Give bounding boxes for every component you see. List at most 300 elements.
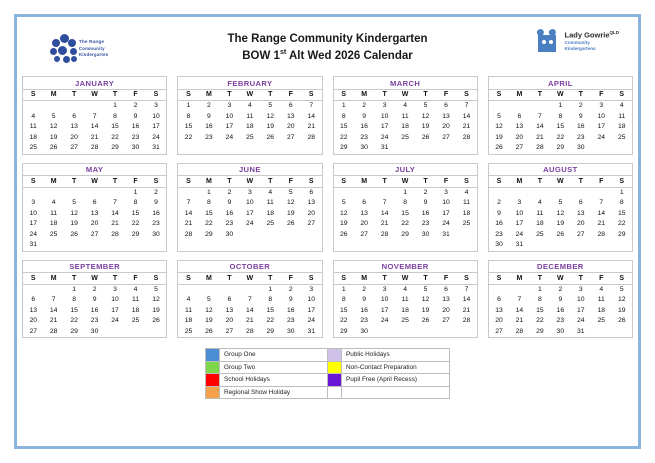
day-cell: 2 xyxy=(415,187,435,198)
weekday-header: S xyxy=(489,273,509,284)
month-table xyxy=(178,273,321,337)
weekday-header-row xyxy=(23,90,166,101)
day-cell: 16 xyxy=(84,306,104,317)
day-cell: 23 xyxy=(199,133,219,144)
day-cell: 30 xyxy=(354,327,374,338)
day-cell: 14 xyxy=(301,112,322,123)
weekday-header: F xyxy=(281,90,301,101)
day-cell: 22 xyxy=(611,219,632,230)
day-cell: 29 xyxy=(550,143,570,154)
empty-day-cell xyxy=(530,101,550,112)
day-cell: 2 xyxy=(219,187,239,198)
empty-day-cell xyxy=(23,284,43,295)
day-cell: 23 xyxy=(84,316,104,327)
legend-swatch xyxy=(328,362,342,375)
day-cell: 28 xyxy=(530,143,550,154)
day-cell: 3 xyxy=(374,284,394,295)
day-cell: 2 xyxy=(199,101,219,112)
day-cell: 17 xyxy=(219,122,239,133)
empty-day-cell xyxy=(84,187,104,198)
day-cell: 2 xyxy=(84,284,104,295)
day-cell: 23 xyxy=(146,219,167,230)
empty-day-cell xyxy=(178,187,198,198)
day-cell: 18 xyxy=(395,306,415,317)
weekday-header: W xyxy=(84,176,104,187)
weekday-header: T xyxy=(219,90,239,101)
day-cell: 13 xyxy=(84,209,104,220)
month-block xyxy=(177,163,322,252)
legend-swatch xyxy=(206,374,220,387)
day-cell: 27 xyxy=(571,230,591,241)
day-cell: 19 xyxy=(611,306,632,317)
day-cell: 16 xyxy=(354,306,374,317)
weekday-header: F xyxy=(436,176,456,187)
week-row xyxy=(178,327,321,338)
day-cell: 17 xyxy=(23,219,43,230)
day-cell: 5 xyxy=(260,101,280,112)
month-table xyxy=(178,176,321,240)
weekday-header: T xyxy=(415,90,435,101)
day-cell: 16 xyxy=(125,122,145,133)
weekday-header: S xyxy=(456,90,477,101)
legend-label: Public Holidays xyxy=(342,349,450,362)
day-cell: 25 xyxy=(456,219,477,230)
week-row xyxy=(178,316,321,327)
week-row xyxy=(178,101,321,112)
empty-day-cell xyxy=(415,327,435,338)
day-cell: 7 xyxy=(84,112,104,123)
day-cell: 26 xyxy=(550,230,570,241)
weekday-header-row xyxy=(489,176,632,187)
day-cell: 6 xyxy=(489,295,509,306)
day-cell: 22 xyxy=(199,219,219,230)
day-cell: 27 xyxy=(489,327,509,338)
gowrie-logo-name xyxy=(564,30,619,40)
month-title: JANUARY xyxy=(23,77,166,90)
day-cell: 3 xyxy=(591,101,611,112)
day-cell: 30 xyxy=(571,143,591,154)
day-cell: 13 xyxy=(219,306,239,317)
weekday-header: W xyxy=(240,90,260,101)
gowrie-name-sup: QLD xyxy=(609,30,619,36)
month-table xyxy=(489,90,632,154)
empty-day-cell xyxy=(611,240,632,251)
month-title: SEPTEMBER xyxy=(23,261,166,274)
day-cell: 16 xyxy=(146,209,167,220)
day-cell: 8 xyxy=(105,112,125,123)
day-cell: 12 xyxy=(146,295,167,306)
empty-day-cell xyxy=(43,240,63,251)
empty-day-cell xyxy=(43,187,63,198)
day-cell: 13 xyxy=(281,112,301,123)
day-cell: 30 xyxy=(84,327,104,338)
day-cell: 14 xyxy=(509,306,529,317)
day-cell: 22 xyxy=(105,133,125,144)
weekday-header: W xyxy=(84,90,104,101)
day-cell: 6 xyxy=(281,101,301,112)
day-cell: 6 xyxy=(436,284,456,295)
empty-day-cell xyxy=(260,143,280,154)
day-cell: 23 xyxy=(281,316,301,327)
day-cell: 17 xyxy=(146,122,167,133)
week-row xyxy=(334,327,477,338)
empty-day-cell xyxy=(281,230,301,241)
week-row xyxy=(334,122,477,133)
empty-day-cell xyxy=(240,230,260,241)
week-row xyxy=(334,316,477,327)
day-cell: 24 xyxy=(146,133,167,144)
empty-day-cell xyxy=(611,327,632,338)
day-cell: 19 xyxy=(43,133,63,144)
weekday-header: T xyxy=(374,176,394,187)
month-table xyxy=(334,273,477,337)
day-cell: 20 xyxy=(436,306,456,317)
weekday-header: T xyxy=(571,176,591,187)
day-cell: 24 xyxy=(509,230,529,241)
week-row xyxy=(178,306,321,317)
day-cell: 20 xyxy=(281,122,301,133)
empty-day-cell xyxy=(456,327,477,338)
day-cell: 5 xyxy=(199,295,219,306)
month-title: NOVEMBER xyxy=(334,261,477,274)
week-row xyxy=(23,198,166,209)
day-cell: 29 xyxy=(125,230,145,241)
day-cell: 21 xyxy=(105,219,125,230)
day-cell: 16 xyxy=(281,306,301,317)
day-cell: 2 xyxy=(125,101,145,112)
week-row xyxy=(334,284,477,295)
week-row xyxy=(489,230,632,241)
day-cell: 3 xyxy=(240,187,260,198)
day-cell: 11 xyxy=(456,198,477,209)
weekday-header: M xyxy=(43,273,63,284)
day-cell: 9 xyxy=(219,198,239,209)
day-cell: 31 xyxy=(146,143,167,154)
day-cell: 28 xyxy=(178,230,198,241)
day-cell: 23 xyxy=(125,133,145,144)
day-cell: 22 xyxy=(64,316,84,327)
day-cell: 11 xyxy=(395,295,415,306)
day-cell: 25 xyxy=(125,316,145,327)
day-cell: 25 xyxy=(178,327,198,338)
week-row xyxy=(489,295,632,306)
day-cell: 5 xyxy=(415,101,435,112)
day-cell: 26 xyxy=(146,316,167,327)
day-cell: 23 xyxy=(354,316,374,327)
day-cell: 28 xyxy=(105,230,125,241)
day-cell: 26 xyxy=(489,143,509,154)
day-cell: 27 xyxy=(84,230,104,241)
day-cell: 23 xyxy=(571,133,591,144)
day-cell: 11 xyxy=(43,209,63,220)
day-cell: 10 xyxy=(105,295,125,306)
empty-day-cell xyxy=(591,143,611,154)
day-cell: 9 xyxy=(354,112,374,123)
day-cell: 11 xyxy=(395,112,415,123)
day-cell: 21 xyxy=(374,219,394,230)
month-block xyxy=(333,260,478,339)
day-cell: 20 xyxy=(436,122,456,133)
day-cell: 3 xyxy=(571,284,591,295)
week-row xyxy=(23,316,166,327)
day-cell: 20 xyxy=(509,133,529,144)
day-cell: 27 xyxy=(436,316,456,327)
week-row xyxy=(178,133,321,144)
day-cell: 7 xyxy=(105,198,125,209)
day-cell: 5 xyxy=(611,284,632,295)
weekday-header: S xyxy=(334,176,354,187)
day-cell: 12 xyxy=(260,112,280,123)
weekday-header: S xyxy=(23,176,43,187)
weekday-header: T xyxy=(260,176,280,187)
day-cell: 8 xyxy=(199,198,219,209)
week-row xyxy=(334,101,477,112)
day-cell: 2 xyxy=(354,284,374,295)
day-cell: 15 xyxy=(550,122,570,133)
month-table xyxy=(178,90,321,154)
weekday-header-row xyxy=(334,176,477,187)
month-block xyxy=(177,260,322,339)
empty-day-cell xyxy=(530,240,550,251)
day-cell: 27 xyxy=(354,230,374,241)
month-block xyxy=(488,260,633,339)
empty-day-cell xyxy=(64,240,84,251)
legend-swatch xyxy=(206,362,220,375)
day-cell: 23 xyxy=(415,219,435,230)
empty-day-cell xyxy=(509,284,529,295)
legend-container xyxy=(22,348,633,399)
page-title xyxy=(228,32,428,64)
month-title: APRIL xyxy=(489,77,632,90)
day-cell: 28 xyxy=(374,230,394,241)
day-cell: 1 xyxy=(550,101,570,112)
day-cell: 4 xyxy=(240,101,260,112)
day-cell: 19 xyxy=(489,133,509,144)
week-row xyxy=(23,187,166,198)
title-bow-prefix: BOW 1 xyxy=(242,49,280,62)
day-cell: 12 xyxy=(550,209,570,220)
day-cell: 15 xyxy=(334,306,354,317)
weekday-header: T xyxy=(105,90,125,101)
day-cell: 24 xyxy=(591,133,611,144)
day-cell: 7 xyxy=(509,295,529,306)
weekday-header: W xyxy=(550,176,570,187)
empty-day-cell xyxy=(489,284,509,295)
day-cell: 11 xyxy=(591,295,611,306)
title-line-1: The Range Community Kindergarten xyxy=(227,33,428,46)
empty-day-cell xyxy=(509,101,529,112)
day-cell: 1 xyxy=(260,284,280,295)
day-cell: 5 xyxy=(489,112,509,123)
day-cell: 18 xyxy=(260,209,280,220)
weekday-header: W xyxy=(395,176,415,187)
day-cell: 20 xyxy=(571,219,591,230)
day-cell: 21 xyxy=(509,316,529,327)
day-cell: 23 xyxy=(219,219,239,230)
month-title: OCTOBER xyxy=(178,261,321,274)
legend-label: Non-Contact Preparation xyxy=(342,362,450,375)
weekday-header: F xyxy=(281,176,301,187)
day-cell: 10 xyxy=(374,112,394,123)
weekday-header: S xyxy=(301,176,322,187)
day-cell: 19 xyxy=(415,306,435,317)
day-cell: 29 xyxy=(64,327,84,338)
day-cell: 13 xyxy=(509,122,529,133)
weekday-header: S xyxy=(178,273,198,284)
day-cell: 5 xyxy=(146,284,167,295)
page-content xyxy=(22,22,633,441)
week-row xyxy=(489,306,632,317)
day-cell: 15 xyxy=(178,122,198,133)
month-table xyxy=(489,273,632,337)
legend-swatch-empty xyxy=(328,387,342,400)
day-cell: 15 xyxy=(199,209,219,220)
month-table xyxy=(334,176,477,240)
weekday-header: T xyxy=(260,273,280,284)
calendar-months-grid xyxy=(22,76,633,338)
day-cell: 10 xyxy=(23,209,43,220)
day-cell: 10 xyxy=(374,295,394,306)
weekday-header: T xyxy=(105,176,125,187)
weekday-header: W xyxy=(550,90,570,101)
weekday-header: F xyxy=(591,90,611,101)
empty-day-cell xyxy=(436,327,456,338)
day-cell: 28 xyxy=(84,143,104,154)
day-cell: 18 xyxy=(23,133,43,144)
day-cell: 4 xyxy=(395,284,415,295)
month-title: DECEMBER xyxy=(489,261,632,274)
day-cell: 30 xyxy=(281,327,301,338)
weekday-header: S xyxy=(178,176,198,187)
weekday-header: F xyxy=(591,176,611,187)
legend-swatch xyxy=(328,374,342,387)
gowrie-logo-sub2: Kindergartens xyxy=(564,45,596,51)
empty-day-cell xyxy=(240,143,260,154)
day-cell: 21 xyxy=(84,133,104,144)
day-cell: 23 xyxy=(354,133,374,144)
day-cell: 10 xyxy=(591,112,611,123)
day-cell: 22 xyxy=(334,133,354,144)
week-row xyxy=(23,209,166,220)
day-cell: 25 xyxy=(43,230,63,241)
day-cell: 8 xyxy=(64,295,84,306)
day-cell: 16 xyxy=(199,122,219,133)
day-cell: 17 xyxy=(240,209,260,220)
empty-day-cell xyxy=(591,327,611,338)
weekday-header: T xyxy=(64,176,84,187)
day-cell: 14 xyxy=(456,295,477,306)
day-cell: 12 xyxy=(611,295,632,306)
day-cell: 11 xyxy=(23,122,43,133)
empty-day-cell xyxy=(530,187,550,198)
day-cell: 12 xyxy=(281,198,301,209)
day-cell: 17 xyxy=(374,122,394,133)
weekday-header: M xyxy=(43,90,63,101)
day-cell: 11 xyxy=(240,112,260,123)
day-cell: 22 xyxy=(550,133,570,144)
day-cell: 11 xyxy=(530,209,550,220)
day-cell: 7 xyxy=(591,198,611,209)
empty-day-cell xyxy=(354,187,374,198)
day-cell: 26 xyxy=(611,316,632,327)
legend-label: Regional Show Holiday xyxy=(220,387,328,400)
day-cell: 9 xyxy=(125,112,145,123)
day-cell: 16 xyxy=(415,209,435,220)
day-cell: 2 xyxy=(489,198,509,209)
day-cell: 31 xyxy=(436,230,456,241)
month-block xyxy=(22,76,167,155)
day-cell: 10 xyxy=(240,198,260,209)
empty-day-cell xyxy=(550,240,570,251)
month-table xyxy=(23,273,166,337)
day-cell: 27 xyxy=(436,133,456,144)
day-cell: 19 xyxy=(415,122,435,133)
week-row xyxy=(178,284,321,295)
day-cell: 5 xyxy=(550,198,570,209)
day-cell: 12 xyxy=(415,112,435,123)
day-cell: 26 xyxy=(64,230,84,241)
week-row xyxy=(489,240,632,251)
week-row xyxy=(178,122,321,133)
month-block xyxy=(488,163,633,252)
week-row xyxy=(23,122,166,133)
week-row xyxy=(23,230,166,241)
weekday-header: M xyxy=(354,273,374,284)
day-cell: 2 xyxy=(146,187,167,198)
weekday-header: T xyxy=(260,90,280,101)
day-cell: 14 xyxy=(178,209,198,220)
day-cell: 26 xyxy=(43,143,63,154)
day-cell: 3 xyxy=(146,101,167,112)
day-cell: 4 xyxy=(530,198,550,209)
day-cell: 9 xyxy=(415,198,435,209)
day-cell: 7 xyxy=(301,101,322,112)
weekday-header: T xyxy=(374,90,394,101)
weekday-header: S xyxy=(23,90,43,101)
lady-gowrie-logo xyxy=(534,28,619,54)
day-cell: 1 xyxy=(611,187,632,198)
day-cell: 6 xyxy=(84,198,104,209)
day-cell: 19 xyxy=(260,122,280,133)
day-cell: 17 xyxy=(374,306,394,317)
empty-day-cell xyxy=(219,143,239,154)
weekday-header: T xyxy=(415,176,435,187)
weekday-header: S xyxy=(456,273,477,284)
day-cell: 12 xyxy=(334,209,354,220)
day-cell: 24 xyxy=(23,230,43,241)
page-header xyxy=(22,22,633,74)
day-cell: 8 xyxy=(178,112,198,123)
month-block xyxy=(22,163,167,252)
day-cell: 14 xyxy=(240,306,260,317)
day-cell: 11 xyxy=(611,112,632,123)
empty-day-cell xyxy=(374,327,394,338)
empty-day-cell xyxy=(105,240,125,251)
day-cell: 30 xyxy=(415,230,435,241)
weekday-header: F xyxy=(436,90,456,101)
week-row xyxy=(178,143,321,154)
day-cell: 24 xyxy=(436,219,456,230)
empty-day-cell xyxy=(374,187,394,198)
day-cell: 20 xyxy=(489,316,509,327)
day-cell: 16 xyxy=(550,306,570,317)
weekday-header: T xyxy=(530,90,550,101)
gowrie-logo-icon xyxy=(534,28,560,54)
day-cell: 6 xyxy=(354,198,374,209)
day-cell: 8 xyxy=(125,198,145,209)
day-cell: 11 xyxy=(178,306,198,317)
day-cell: 14 xyxy=(84,122,104,133)
